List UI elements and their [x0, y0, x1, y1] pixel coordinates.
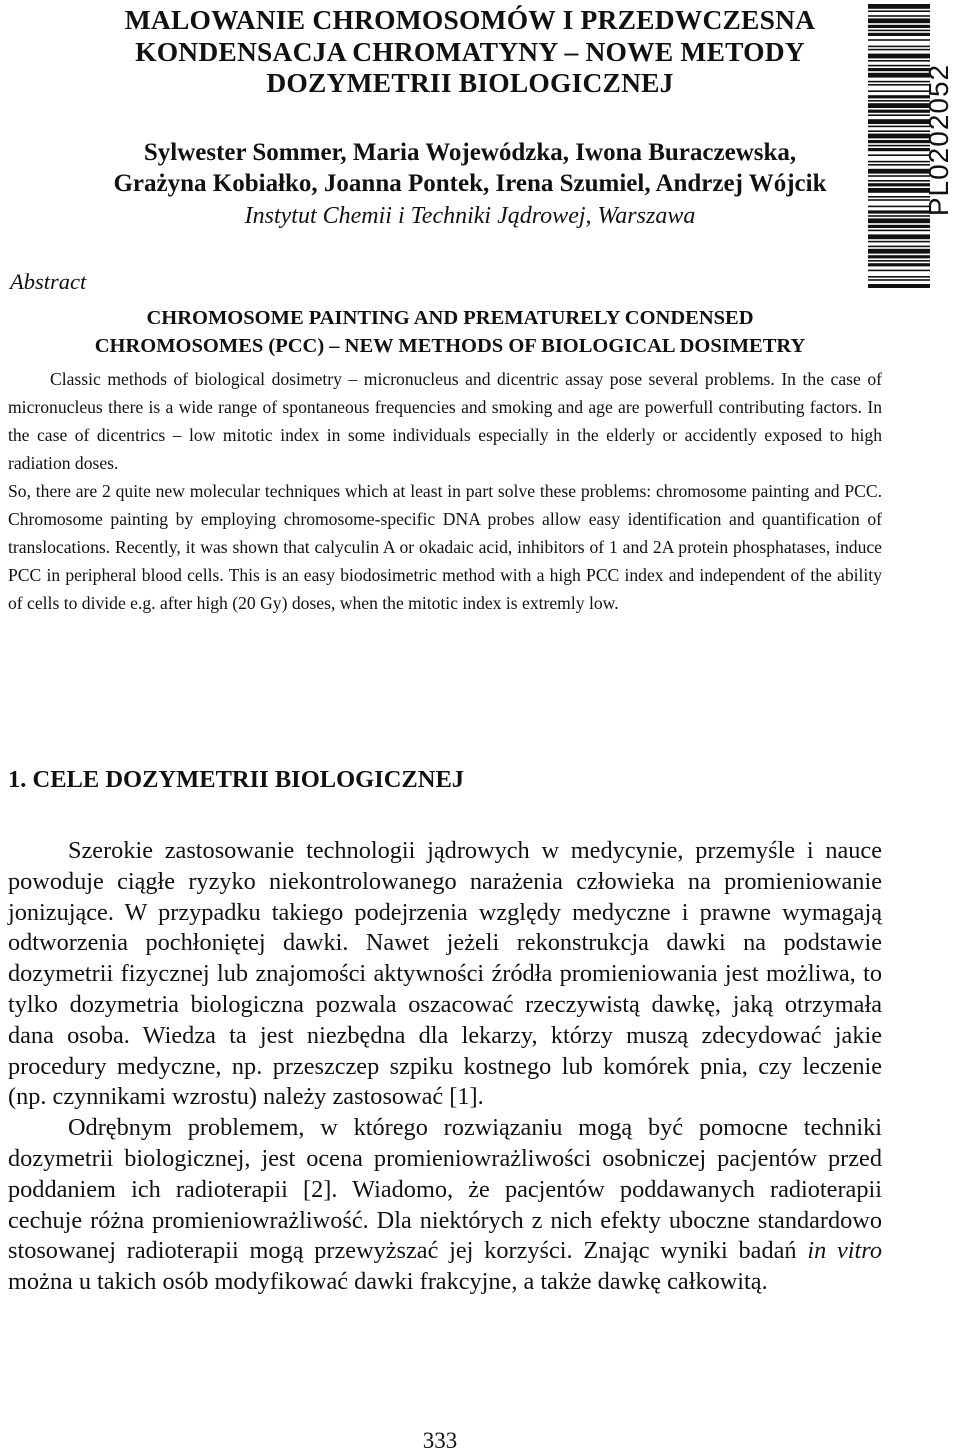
body-paragraph: [8, 1113, 882, 1298]
italic-term: in vitro: [807, 1237, 882, 1265]
paper-title-line: MALOWANIE CHROMOSOMÓW I PRZEDWCZESNA: [124, 4, 816, 35]
abstract-title: [10, 304, 890, 360]
author-list: [40, 137, 900, 199]
body-text: można u takich osób modyfikować dawki frakcyjne, a także dawkę całkowitą.: [8, 1268, 768, 1296]
body-text: Odrębnym problemem, w którego rozwiązaniu mogą być pomocne techniki dozymetrii biologicznej, jest ocena promieniowrażliwości osobniczej pacjentów przed poddaniem ich radioterapii [2]. Wiadomo, że pacjentów poddawanych radioterapii cechuje różna promieniowrażliwość. Dla niektórych z nich efekty uboczne standardowo stosowanej radioterapii mogą przewyższać jej korzyści. Znając wyniki badań: [8, 1114, 882, 1265]
author-line: Grażyna Kobiałko, Joanna Pontek, Irena Szumiel, Andrzej Wójcik: [113, 170, 827, 197]
paper-title: [40, 4, 900, 99]
section-body: [8, 836, 882, 1298]
affiliation: Instytut Chemii i Techniki Jądrowej, Warszawa: [244, 203, 696, 229]
author-line: Sylwester Sommer, Maria Wojewódzka, Iwona Buraczewska,: [143, 139, 797, 166]
abstract-paragraph: So, there are 2 quite new molecular techniques which at least in part solve these problems: chromosome painting and PCC. Chromosome painting by employing chromosome-specific DNA probes allow easy identification and quantification of translocations. Recently, it was shown that calyculin A or okadaic acid, inhibitors of 1 and 2A protein phosphatases, induce PCC in peripheral blood cells. This is an easy biodosimetric method with a high PCC index and independent of the ability of cells to divide e.g. after high (20 Gy) doses, when the mitotic index is extremly low.: [8, 481, 882, 613]
barcode-graphic: [868, 2, 930, 288]
paper-title-line: DOZYMETRII BIOLOGICZNEJ: [266, 67, 674, 98]
abstract-title-line: CHROMOSOME PAINTING AND PREMATURELY CONDENSED: [146, 307, 754, 329]
abstract-label: Abstract: [10, 269, 87, 294]
page-number: 333: [422, 1428, 458, 1453]
section-heading: 1. CELE DOZYMETRII BIOLOGICZNEJ: [8, 766, 465, 793]
abstract-paragraph: Classic methods of biological dosimetry – micronucleus and dicentric assay pose several problems. In the case of micronucleus there is a wide range of spontaneous frequencies and smoking and age are powerfull contributing factors. In the case of dicentrics – low mitotic index in some individuals especially in the elderly or accidently exposed to high radiation doses.: [8, 369, 882, 473]
abstract-body: [8, 365, 882, 617]
paper-title-line: KONDENSACJA CHROMATYNY – NOWE METODY: [135, 35, 805, 67]
catalog-id: PL0202052: [923, 63, 954, 217]
body-paragraph: Szerokie zastosowanie technologii jądrowych w medycynie, przemyśle i nauce powoduje ciągłe ryzyko niekontrolowanego narażenia człowieka na promieniowanie jonizujące. W przypadku takiego podejrzenia względy medyczne i prawne wymagają odtworzenia pochłoniętej dawki. Nawet jeżeli rekonstrukcja dawki na podstawie dozymetrii fizycznej lub znajomości aktywności źródła promieniowania jest możliwa, to tylko dozymetria biologiczna pozwala oszacować rzeczywistą dawkę, jaką otrzymała dana osoba. Wiedza ta jest niezbędna dla lekarzy, którzy muszą zdecydować jakie procedury medyczne, np. przeszczep szpiku kostnego lub komórek pnia, czy leczenie (np. czynnikami wzrostu) należy zastosować [1].: [8, 837, 882, 1111]
abstract-title-line: CHROMOSOMES (PCC) – NEW METHODS OF BIOLOGICAL DOSIMETRY: [94, 335, 806, 357]
